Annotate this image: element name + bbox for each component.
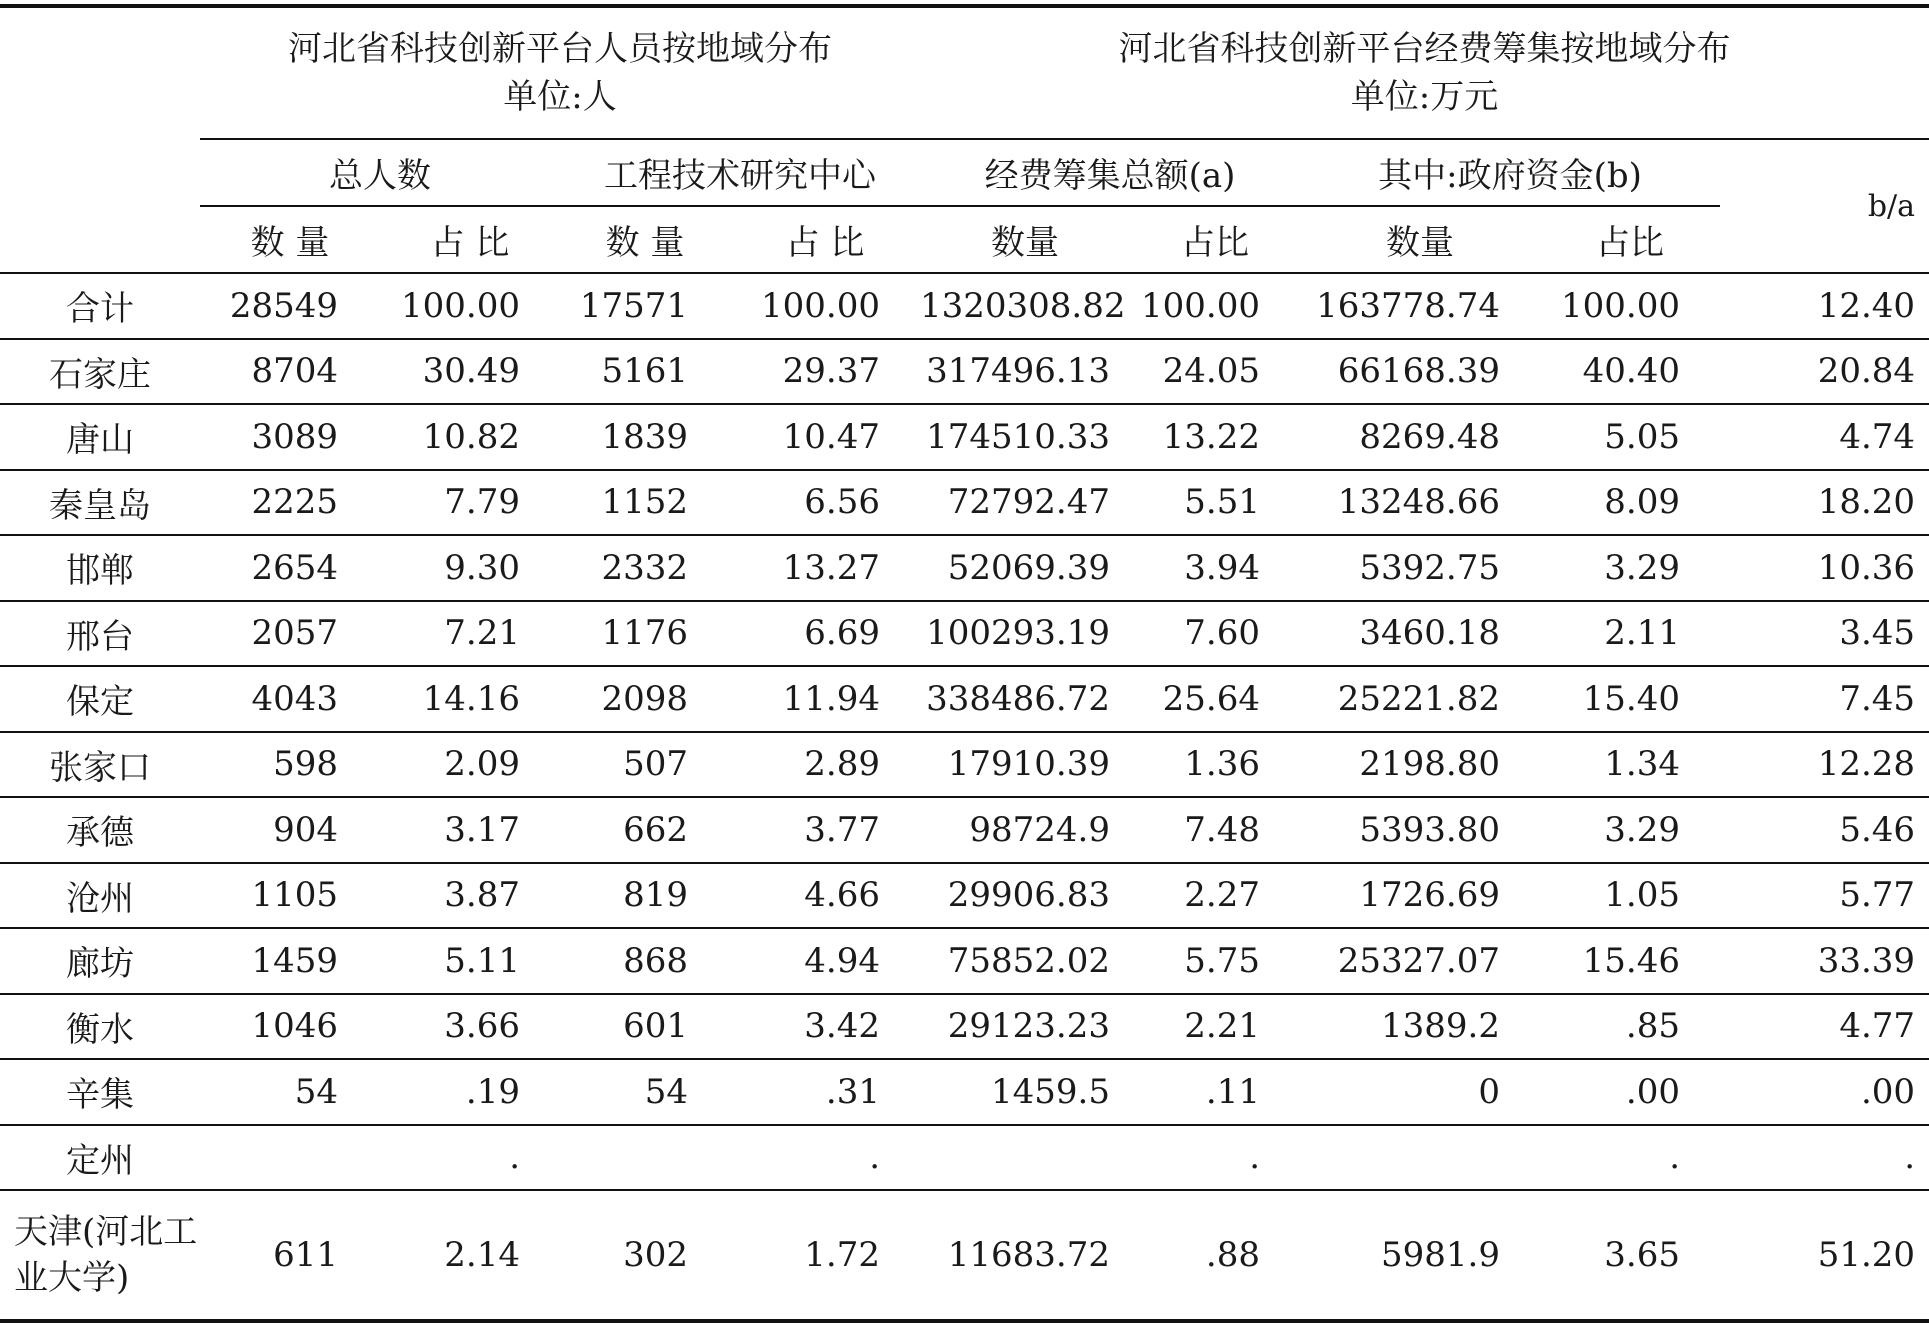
region-name: 秦皇岛 — [0, 470, 200, 536]
cell-value: 1389.2 — [1300, 994, 1540, 1060]
table-row — [0, 863, 1929, 929]
cell-value: 5392.75 — [1300, 535, 1540, 601]
cell-value: 2654 — [200, 535, 380, 601]
cell-value: 7.45 — [1720, 666, 1929, 732]
cell-value: 1176 — [560, 601, 730, 667]
cell-value: 11683.72 — [920, 1190, 1130, 1321]
cell-value: 7.48 — [1130, 797, 1300, 863]
cell-value: 1.05 — [1540, 863, 1720, 929]
cell-value: 13248.66 — [1300, 470, 1540, 536]
cell-value: 3089 — [200, 404, 380, 470]
cell-value: 11.94 — [730, 666, 920, 732]
region-name: 廊坊 — [0, 928, 200, 994]
cell-value: 12.40 — [1720, 273, 1929, 339]
cell-value — [1300, 1125, 1540, 1191]
cell-value: 28549 — [200, 273, 380, 339]
cell-value: 174510.33 — [920, 404, 1130, 470]
region-name: 石家庄 — [0, 339, 200, 405]
cell-value: 40.40 — [1540, 339, 1720, 405]
region-name: 辛集 — [0, 1059, 200, 1125]
table-row — [0, 732, 1929, 798]
table-row — [0, 404, 1929, 470]
cell-value: 5.05 — [1540, 404, 1720, 470]
funding-group-header — [920, 6, 1929, 139]
cell-value: .31 — [730, 1059, 920, 1125]
personnel-unit: 单位:人 — [503, 77, 617, 117]
qty-header: 数量 — [920, 206, 1130, 273]
cell-value: 3.77 — [730, 797, 920, 863]
cell-value: 5.46 — [1720, 797, 1929, 863]
cell-value: 54 — [560, 1059, 730, 1125]
cell-value: 10.47 — [730, 404, 920, 470]
cell-value: 2225 — [200, 470, 380, 536]
cell-value: . — [1720, 1125, 1929, 1191]
cell-value: 10.36 — [1720, 535, 1929, 601]
cell-value — [560, 1125, 730, 1191]
cell-value: 30.49 — [380, 339, 560, 405]
cell-value: 662 — [560, 797, 730, 863]
cell-value: 3.17 — [380, 797, 560, 863]
cell-value: 3.42 — [730, 994, 920, 1060]
cell-value: 601 — [560, 994, 730, 1060]
cell-value: .19 — [380, 1059, 560, 1125]
cell-value: 1.36 — [1130, 732, 1300, 798]
region-name: 承德 — [0, 797, 200, 863]
cell-value: 4043 — [200, 666, 380, 732]
region-name: 邯郸 — [0, 535, 200, 601]
qty-header: 数 量 — [200, 206, 380, 273]
cell-value: 29.37 — [730, 339, 920, 405]
cell-value: 3.94 — [1130, 535, 1300, 601]
eng-center-header: 工程技术研究中心 — [560, 139, 920, 206]
cell-value: .00 — [1540, 1059, 1720, 1125]
corner-cell — [0, 6, 200, 273]
cell-value: 3.45 — [1720, 601, 1929, 667]
cell-value: 338486.72 — [920, 666, 1130, 732]
share-header: 占比 — [1540, 206, 1720, 273]
cell-value: 5981.9 — [1300, 1190, 1540, 1321]
cell-value: 100.00 — [380, 273, 560, 339]
share-header: 占 比 — [380, 206, 560, 273]
region-name: 沧州 — [0, 863, 200, 929]
cell-value: 2332 — [560, 535, 730, 601]
cell-value: 20.84 — [1720, 339, 1929, 405]
cell-value: 8.09 — [1540, 470, 1720, 536]
total-people-header: 总人数 — [200, 139, 560, 206]
cell-value: . — [1130, 1125, 1300, 1191]
table-row — [0, 601, 1929, 667]
cell-value: 25327.07 — [1300, 928, 1540, 994]
cell-value: .00 — [1720, 1059, 1929, 1125]
cell-value: .11 — [1130, 1059, 1300, 1125]
cell-value: 507 — [560, 732, 730, 798]
personnel-title: 河北省科技创新平台人员按地域分布 — [288, 29, 832, 69]
cell-value: 5.51 — [1130, 470, 1300, 536]
cell-value: 317496.13 — [920, 339, 1130, 405]
share-header: 占比 — [1130, 206, 1300, 273]
cell-value: 75852.02 — [920, 928, 1130, 994]
ratio-header: b/a — [1720, 139, 1929, 273]
cell-value: 24.05 — [1130, 339, 1300, 405]
cell-value: 2098 — [560, 666, 730, 732]
cell-value: 10.82 — [380, 404, 560, 470]
region-name: 邢台 — [0, 601, 200, 667]
cell-value: 2.21 — [1130, 994, 1300, 1060]
cell-value: 51.20 — [1720, 1190, 1929, 1321]
cell-value: 819 — [560, 863, 730, 929]
cell-value: 29906.83 — [920, 863, 1130, 929]
cell-value: 72792.47 — [920, 470, 1130, 536]
table-row — [0, 1190, 1929, 1321]
region-name: 天津(河北工业大学) — [0, 1190, 200, 1321]
cell-value: 1459.5 — [920, 1059, 1130, 1125]
cell-value: . — [1540, 1125, 1720, 1191]
table-row — [0, 470, 1929, 536]
cell-value: 6.56 — [730, 470, 920, 536]
cell-value: 66168.39 — [1300, 339, 1540, 405]
cell-value: 25221.82 — [1300, 666, 1540, 732]
cell-value: .85 — [1540, 994, 1720, 1060]
cell-value: . — [380, 1125, 560, 1191]
cell-value: 5.77 — [1720, 863, 1929, 929]
gov-funds-header: 其中:政府资金(b) — [1300, 139, 1720, 206]
region-name: 唐山 — [0, 404, 200, 470]
cell-value: 1839 — [560, 404, 730, 470]
funds-total-header: 经费筹集总额(a) — [920, 139, 1300, 206]
cell-value: 1.72 — [730, 1190, 920, 1321]
cell-value: 611 — [200, 1190, 380, 1321]
region-name: 保定 — [0, 666, 200, 732]
cell-value: 5.75 — [1130, 928, 1300, 994]
region-name: 衡水 — [0, 994, 200, 1060]
cell-value: 5.11 — [380, 928, 560, 994]
personnel-group-header — [200, 6, 920, 139]
cell-value: 98724.9 — [920, 797, 1130, 863]
cell-value — [920, 1125, 1130, 1191]
cell-value: 18.20 — [1720, 470, 1929, 536]
cell-value: 3.65 — [1540, 1190, 1720, 1321]
cell-value: 8269.48 — [1300, 404, 1540, 470]
cell-value: 3.66 — [380, 994, 560, 1060]
cell-value: 7.21 — [380, 601, 560, 667]
table-row — [0, 1125, 1929, 1191]
cell-value: 1.34 — [1540, 732, 1720, 798]
cell-value: 4.94 — [730, 928, 920, 994]
cell-value: 1320308.82 — [920, 273, 1130, 339]
cell-value: 3460.18 — [1300, 601, 1540, 667]
cell-value: 52069.39 — [920, 535, 1130, 601]
cell-value: 904 — [200, 797, 380, 863]
cell-value: 1459 — [200, 928, 380, 994]
funding-unit: 单位:万元 — [1350, 77, 1499, 117]
cell-value: 13.27 — [730, 535, 920, 601]
cell-value: 3.29 — [1540, 797, 1720, 863]
cell-value: 2198.80 — [1300, 732, 1540, 798]
cell-value: 17910.39 — [920, 732, 1130, 798]
cell-value: 12.28 — [1720, 732, 1929, 798]
cell-value: 2.27 — [1130, 863, 1300, 929]
region-name: 定州 — [0, 1125, 200, 1191]
cell-value: 5393.80 — [1300, 797, 1540, 863]
cell-value: 14.16 — [380, 666, 560, 732]
cell-value: 25.64 — [1130, 666, 1300, 732]
table-row — [0, 666, 1929, 732]
cell-value: 33.39 — [1720, 928, 1929, 994]
table-row — [0, 535, 1929, 601]
cell-value: 1046 — [200, 994, 380, 1060]
cell-value — [200, 1125, 380, 1191]
cell-value: 15.46 — [1540, 928, 1720, 994]
cell-value: 6.69 — [730, 601, 920, 667]
cell-value: 2.09 — [380, 732, 560, 798]
cell-value: 7.79 — [380, 470, 560, 536]
cell-value: 100.00 — [1540, 273, 1720, 339]
table-row — [0, 1059, 1929, 1125]
qty-header: 数量 — [1300, 206, 1540, 273]
cell-value: 2.14 — [380, 1190, 560, 1321]
cell-value: 163778.74 — [1300, 273, 1540, 339]
table-row — [0, 928, 1929, 994]
cell-value: 13.22 — [1130, 404, 1300, 470]
cell-value: 1105 — [200, 863, 380, 929]
cell-value: 8704 — [200, 339, 380, 405]
cell-value: . — [730, 1125, 920, 1191]
table-body — [0, 273, 1929, 1321]
qty-header: 数 量 — [560, 206, 730, 273]
cell-value: 2.89 — [730, 732, 920, 798]
cell-value: 100.00 — [1130, 273, 1300, 339]
cell-value: 3.87 — [380, 863, 560, 929]
cell-value: 4.77 — [1720, 994, 1929, 1060]
cell-value: 54 — [200, 1059, 380, 1125]
region-name: 张家口 — [0, 732, 200, 798]
cell-value: 598 — [200, 732, 380, 798]
share-header: 占 比 — [730, 206, 920, 273]
cell-value: .88 — [1130, 1190, 1300, 1321]
cell-value: 4.66 — [730, 863, 920, 929]
cell-value: 1726.69 — [1300, 863, 1540, 929]
funding-title: 河北省科技创新平台经费筹集按地域分布 — [1118, 29, 1731, 69]
table-row — [0, 273, 1929, 339]
cell-value: 7.60 — [1130, 601, 1300, 667]
cell-value: 2057 — [200, 601, 380, 667]
table-row — [0, 994, 1929, 1060]
cell-value: 4.74 — [1720, 404, 1929, 470]
cell-value: 302 — [560, 1190, 730, 1321]
cell-value: 5161 — [560, 339, 730, 405]
regional-distribution-table — [0, 4, 1929, 1323]
cell-value: 2.11 — [1540, 601, 1720, 667]
cell-value: 15.40 — [1540, 666, 1720, 732]
cell-value: 868 — [560, 928, 730, 994]
cell-value: 100.00 — [730, 273, 920, 339]
cell-value: 17571 — [560, 273, 730, 339]
cell-value: 1152 — [560, 470, 730, 536]
table-row — [0, 339, 1929, 405]
cell-value: 100293.19 — [920, 601, 1130, 667]
cell-value: 9.30 — [380, 535, 560, 601]
table-row — [0, 797, 1929, 863]
region-name: 合计 — [0, 273, 200, 339]
cell-value: 0 — [1300, 1059, 1540, 1125]
cell-value: 3.29 — [1540, 535, 1720, 601]
cell-value: 29123.23 — [920, 994, 1130, 1060]
